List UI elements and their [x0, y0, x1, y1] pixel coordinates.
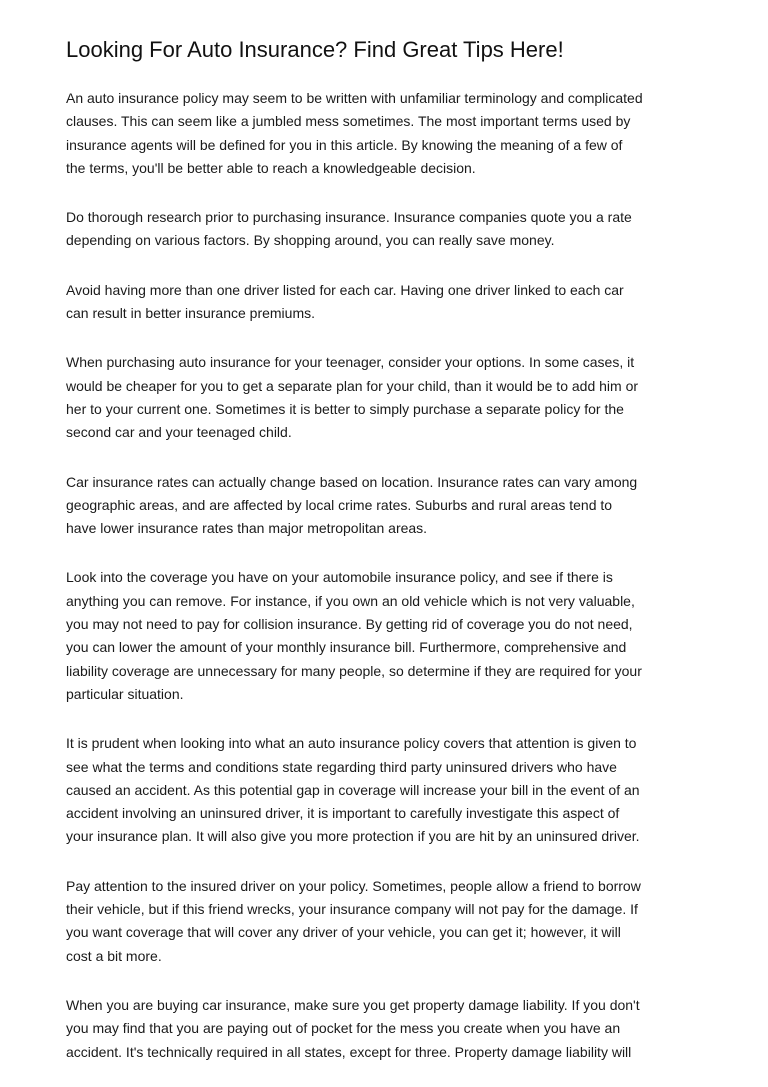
article-body	[66, 87, 726, 1087]
paragraph-line: When purchasing auto insurance for your teenager, consider your options. In some cases, it	[66, 354, 635, 371]
paragraph-line: anything you can remove. For instance, if you own an old vehicle which is not very valuable,	[66, 592, 635, 609]
paragraph-line: Look into the coverage you have on your automobile insurance policy, and see if there is	[66, 569, 613, 586]
paragraph-line: your insurance plan. It will also give you more protection if you are hit by an uninsured driver.	[66, 828, 640, 845]
paragraph-line: have lower insurance rates than major metropolitan areas.	[66, 520, 428, 537]
paragraph-line: geographic areas, and are affected by local crime rates. Suburbs and rural areas tend to	[66, 496, 613, 513]
paragraph	[66, 206, 726, 253]
paragraph-line: particular situation.	[66, 685, 184, 702]
paragraph	[66, 279, 726, 326]
paragraph-line: you may find that you are paying out of pocket for the mess you create when you have an	[66, 1020, 621, 1037]
paragraph-line: Car insurance rates can actually change based on location. Insurance rates can vary among	[66, 473, 638, 490]
paragraph-line: cost a bit more.	[66, 947, 162, 964]
paragraph-line: accident. It's technically required in all states, except for three. Property damage liability will	[66, 1043, 632, 1060]
paragraph	[66, 471, 726, 541]
paragraph-line: accident involving an uninsured driver, it is important to carefully investigate this aspect of	[66, 805, 620, 822]
paragraph	[66, 351, 726, 444]
paragraph-line: can result in better insurance premiums.	[66, 305, 315, 322]
paragraph-line: see what the terms and conditions state regarding third party uninsured drivers who have	[66, 758, 617, 775]
paragraph	[66, 87, 726, 180]
paragraph-line: Pay attention to the insured driver on your policy. Sometimes, people allow a friend to borrow	[66, 877, 641, 894]
paragraph	[66, 566, 726, 706]
paragraph-line: would be cheaper for you to get a separate plan for your child, than it would be to add him or	[66, 377, 639, 394]
paragraph-line: you want coverage that will cover any driver of your vehicle, you can get it; however, it will	[66, 924, 621, 941]
paragraph-line: depending on various factors. By shopping around, you can really save money.	[66, 232, 555, 249]
paragraph-line: When you are buying car insurance, make sure you get property damage liability. If you don't	[66, 996, 640, 1013]
paragraph-line: clauses. This can seem like a jumbled mess sometimes. The most important terms used by	[66, 113, 631, 130]
paragraph-line: liability coverage are unnecessary for many people, so determine if they are required for your	[66, 662, 642, 679]
paragraph	[66, 732, 726, 848]
paragraph-line: her to your current one. Sometimes it is better to simply purchase a separate policy for the	[66, 400, 624, 417]
paragraph-line: you may not need to pay for collision insurance. By getting rid of coverage you do not need,	[66, 616, 633, 633]
paragraph-line: their vehicle, but if this friend wrecks, your insurance company will not pay for the damage. If	[66, 901, 638, 918]
paragraph	[66, 875, 726, 968]
paragraph-line: the terms, you'll be better able to reach a knowledgeable decision.	[66, 159, 476, 176]
paragraph	[66, 994, 726, 1064]
paragraph-line: caused an accident. As this potential gap in coverage will increase your bill in the event of an	[66, 781, 640, 798]
paragraph-line: insurance agents will be defined for you in this article. By knowing the meaning of a few of	[66, 136, 623, 153]
paragraph-line: It is prudent when looking into what an auto insurance policy covers that attention is given to	[66, 735, 637, 752]
page-title: Looking For Auto Insurance? Find Great Tips Here!	[66, 37, 564, 62]
paragraph-line: second car and your teenaged child.	[66, 424, 292, 441]
paragraph-line: An auto insurance policy may seem to be written with unfamiliar terminology and complicated	[66, 90, 643, 106]
paragraph-line: you can lower the amount of your monthly insurance bill. Furthermore, comprehensive and	[66, 639, 627, 656]
paragraph-line: Do thorough research prior to purchasing insurance. Insurance companies quote you a rate	[66, 209, 632, 226]
paragraph-line: Avoid having more than one driver listed for each car. Having one driver linked to each car	[66, 281, 624, 298]
